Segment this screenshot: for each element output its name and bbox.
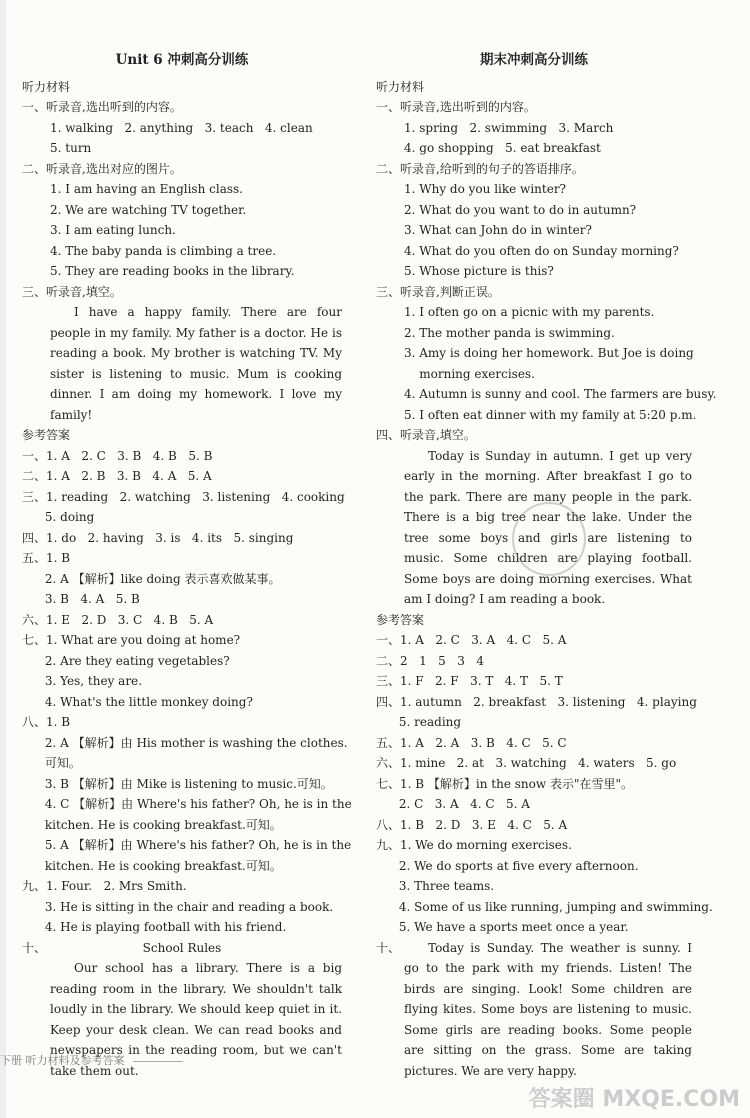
site-watermark: 答案圈 MXQE.COM xyxy=(528,1087,740,1112)
left-answer-list xyxy=(22,446,352,938)
left-answer-line: 八、1. B xyxy=(22,715,71,729)
right-q3-line: 1. I often go on a picnic with my parents. xyxy=(404,305,655,319)
right-answer-line: 2. We do sports at five every afternoon. xyxy=(376,858,639,873)
left-q2-line: 2. We are watching TV together. xyxy=(50,202,247,217)
right-q3-line: 4. Autumn is sunny and cool. The farmers are busy. xyxy=(404,387,717,401)
right-q1-line: 1. spring 2. swimming 3. March xyxy=(404,120,614,135)
left-answer-line: 二、1. A 2. B 3. B 4. A 5. A xyxy=(22,469,212,483)
right-answer-line: 5. reading xyxy=(376,715,462,729)
left-answers-head: 参考答案 xyxy=(22,428,71,442)
right-q10 xyxy=(376,938,692,1082)
left-column xyxy=(22,48,352,1081)
left-q3-paragraph: I have a happy family. There are four people in my family. My father is a doctor. He is reading a book. My brother is watching TV. My sister is listening to music. Mum is cooking dinner. I am doing my homework. I love my family! xyxy=(50,305,342,422)
right-q2-line: 5. Whose picture is this? xyxy=(404,264,554,278)
right-q2-line: 2. What do you want to do in autumn? xyxy=(404,202,637,217)
right-title: 期末冲刺高分训练 xyxy=(480,52,588,68)
right-q2-line: 3. What can John do in winter? xyxy=(404,223,592,237)
left-q10-heading xyxy=(22,938,342,959)
left-answer-line: 一、1. A 2. C 3. B 4. B 5. B xyxy=(22,448,213,463)
left-answer-line: 4. C 【解析】由 Where's his father? Oh, he is in the xyxy=(22,797,352,811)
left-q1-head: 一、听录音,选出听到的内容。 xyxy=(22,100,182,114)
right-answer-line: 4. Some of us like running, jumping and swimming. xyxy=(376,899,713,914)
left-answer-line: 三、1. reading 2. watching 3. listening 4. cooking xyxy=(22,489,345,504)
left-answer-line: 2. A 【解析】由 His mother is washing the clothes. xyxy=(22,735,348,750)
left-answer-line: 4. He is playing football with his friend. xyxy=(22,920,287,934)
left-q2-head: 二、听录音,选出对应的图片。 xyxy=(22,161,182,176)
left-q10-paragraph: Our school has a library. There is a big reading room in the library. We shouldn't talk loudly in the library. We should keep quiet in it. Keep your desk clean. We can read books and newspapers in the reading room, but we can't take them out. xyxy=(50,961,342,1078)
right-answer-line: 三、1. F 2. F 3. T 4. T 5. T xyxy=(376,674,563,688)
right-q3-line: morning exercises. xyxy=(404,366,535,381)
left-answer-line: 4. What's the little monkey doing? xyxy=(22,694,253,709)
right-answer-list xyxy=(376,630,713,938)
left-q1-line: 5. turn xyxy=(50,141,92,155)
left-q10-number: 十、 xyxy=(22,940,47,955)
right-answer-line: 六、1. mine 2. at 3. watching 4. waters 5. go xyxy=(376,756,677,770)
left-answer-line: 3. B 4. A 5. B xyxy=(22,592,140,606)
left-answer-line: 3. B 【解析】由 Mike is listening to music.可知。 xyxy=(22,776,333,791)
right-answer-line: 九、1. We do morning exercises. xyxy=(376,838,572,852)
left-answer-line: 六、1. E 2. D 3. C 4. B 5. A xyxy=(22,612,214,627)
faint-stamp-mark xyxy=(512,502,586,576)
left-q2-line: 1. I am having an English class. xyxy=(50,182,243,196)
right-q1-line: 4. go shopping 5. eat breakfast xyxy=(404,141,601,155)
right-q3-line: 2. The mother panda is swimming. xyxy=(404,325,615,340)
left-answer-line: 七、1. What are you doing at home? xyxy=(22,633,241,647)
left-listening-head: 听力材料 xyxy=(22,79,71,94)
left-answer-line: 3. Yes, they are. xyxy=(22,674,142,688)
right-q3-line: 3. Amy is doing her homework. But Joe is doing xyxy=(404,346,694,360)
right-answer-line: 一、1. A 2. C 3. A 4. C 5. A xyxy=(376,633,567,647)
left-q1-line: 1. walking 2. anything 3. teach 4. clean xyxy=(50,120,313,135)
left-answer-line: kitchen. He is cooking breakfast.可知。 xyxy=(22,858,282,873)
right-answer-line: 3. Three teams. xyxy=(376,879,495,893)
right-answer-line: 二、2 1 5 3 4 xyxy=(376,653,484,668)
right-answer-line: 2. C 3. A 4. C 5. A xyxy=(376,797,530,811)
right-answer-line: 5. We have a sports meet once a year. xyxy=(376,920,629,934)
footer-text: 下册 听力材料及参考答案 xyxy=(0,1054,125,1067)
right-q3-line: 5. I often eat dinner with my family at 5:20 p.m. xyxy=(404,407,697,422)
page-edge xyxy=(0,0,6,1118)
right-q2-line: 1. Why do you like winter? xyxy=(404,182,566,196)
left-answer-line: 5. doing xyxy=(22,510,95,524)
right-answer-line: 八、1. B 2. D 3. E 4. C 5. A xyxy=(376,817,568,832)
left-answer-line: kitchen. He is cooking breakfast.可知。 xyxy=(22,817,282,832)
left-q2-line: 5. They are reading books in the library. xyxy=(50,264,295,278)
left-title: Unit 6 冲刺高分训练 xyxy=(115,52,249,68)
left-answer-line: 2. A 【解析】like doing 表示喜欢做某事。 xyxy=(22,571,281,586)
right-answer-line: 五、1. A 2. A 3. B 4. C 5. C xyxy=(376,735,567,750)
right-q3-head: 三、听录音,判断正误。 xyxy=(376,284,500,299)
left-answer-line: 2. Are they eating vegetables? xyxy=(22,653,230,668)
left-answer-line: 四、1. do 2. having 3. is 4. its 5. singing xyxy=(22,530,294,545)
page-footer xyxy=(0,1052,183,1068)
right-q4-paragraph: Today is Sunday in autumn. I get up very early in the morning. After breakfast I go to the park. There are many people in the park. There is a big tree near the lake. Under the tree some boys and girls are listening to music. Some children are playing football. Some boys are doing morning exercises. What am I doing? I am reading a book. xyxy=(404,448,692,606)
right-q2-line: 4. What do you often do on Sunday morning? xyxy=(404,243,679,258)
right-listening-head: 听力材料 xyxy=(376,79,425,94)
right-q1-head: 一、听录音,选出听到的内容。 xyxy=(376,100,536,114)
left-answer-line: 五、1. B xyxy=(22,551,71,565)
right-q4-head: 四、听录音,填空。 xyxy=(376,428,476,442)
footer-rule xyxy=(133,1061,183,1062)
right-answer-line: 七、1. B 【解析】in the snow 表示"在雪里"。 xyxy=(376,776,633,791)
left-answer-line: 3. He is sitting in the chair and reading a book. xyxy=(22,899,334,914)
left-answer-line: 可知。 xyxy=(22,756,81,770)
left-q3-head: 三、听录音,填空。 xyxy=(22,284,122,299)
left-q2-line: 3. I am eating lunch. xyxy=(50,223,176,237)
right-answer-line: 四、1. autumn 2. breakfast 3. listening 4. playing xyxy=(376,694,697,709)
right-q10-number: 十、 xyxy=(376,940,401,955)
right-q10-paragraph: Today is Sunday. The weather is sunny. I go to the park with my friends. Listen! The birds are singing. Look! Some children are flying kites. Some boys are listening to music. Some girls are reading books. Some people are sitting on the grass. Some are taking pictures. We are very happy. xyxy=(404,940,692,1078)
left-answer-line: 九、1. Four. 2. Mrs Smith. xyxy=(22,879,187,893)
school-rules-title: School Rules xyxy=(142,940,222,955)
left-q2-line: 4. The baby panda is climbing a tree. xyxy=(50,243,277,258)
left-answer-line: 5. A 【解析】由 Where's his father? Oh, he is in the xyxy=(22,838,352,852)
right-answers-head: 参考答案 xyxy=(376,612,425,627)
right-q2-head: 二、听录音,给听到的句子的答语排序。 xyxy=(376,161,584,176)
